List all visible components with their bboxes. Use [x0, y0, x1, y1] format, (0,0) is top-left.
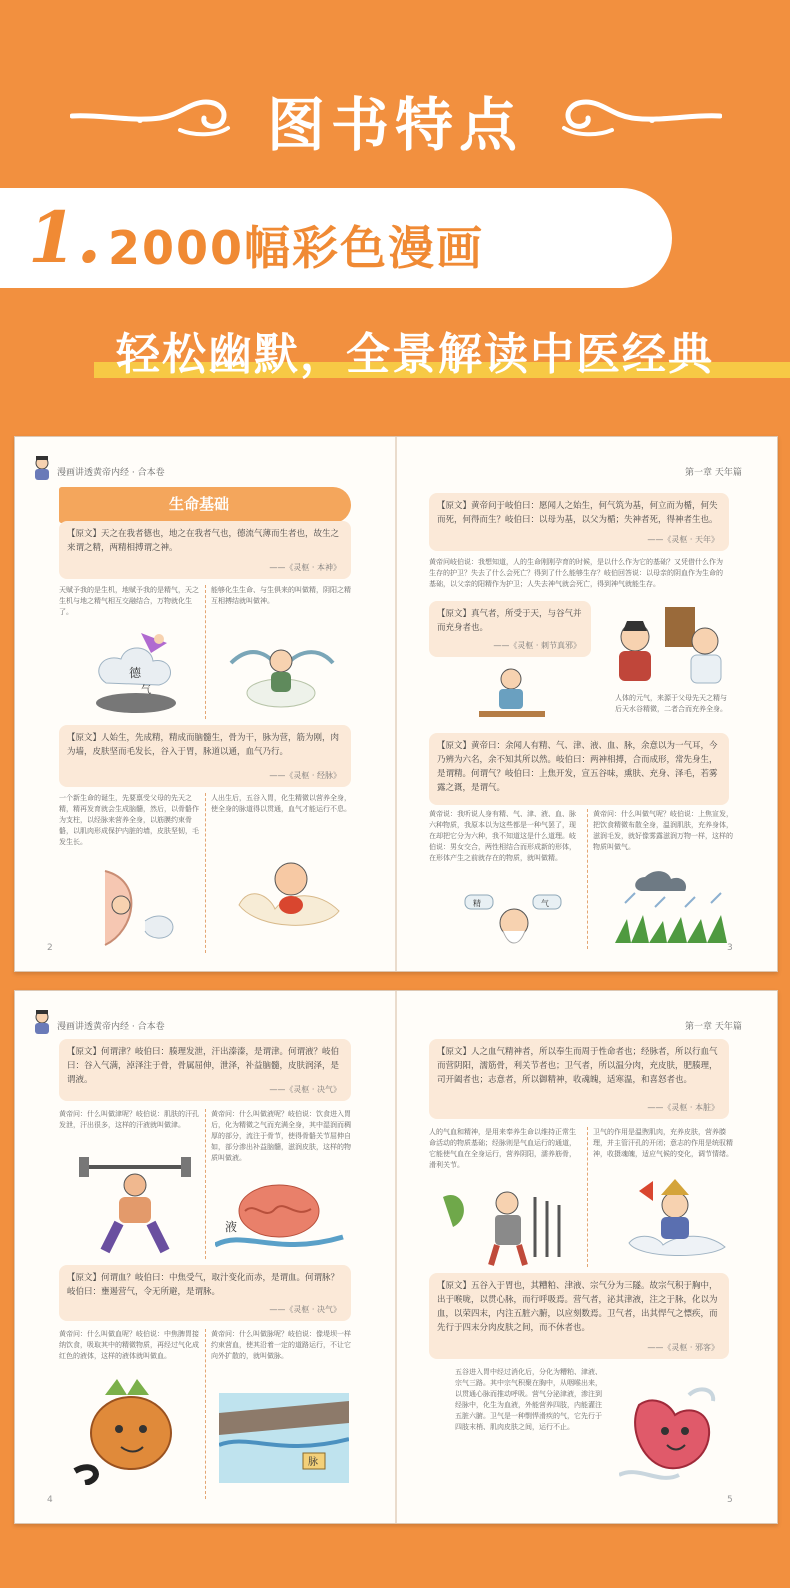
quote-box: 【原文】何谓血？岐伯曰：中焦受气，取汁变化而赤，是谓血。何谓脉？岐伯曰：壅遏营气，令无所避，是谓脉。 ——《灵枢 · 决气》 — [59, 1265, 351, 1321]
label-qi: 气 — [541, 899, 549, 908]
label-jing: 精 — [473, 899, 481, 908]
cartoon-brain-illustration — [215, 1175, 345, 1259]
page-number: 3 — [727, 943, 733, 953]
running-head-left: 漫画讲透黄帝内经 · 合本卷 — [57, 468, 165, 478]
label-qi: 气 — [141, 685, 151, 696]
explanation-text: 人出生后，五谷入胃，化生精微以营养全身，使全身的脉道得以贯通，血气才能运行不息。 — [211, 794, 351, 813]
section-title: 生命基础 — [169, 495, 230, 513]
section-banner — [59, 487, 351, 523]
label-ye: 液 — [225, 1220, 238, 1234]
explanation-text: 黄帝说：我听说人身有精、气、津、液、血、脉六种物质，我原本以为这些都是一种气罢了，现在却把它分为六种，我不知道这是什么道理。岐伯说：男女交合，两性相结合而形成新的形体，在形体产生之前就存在的物质，就叫做精。 — [429, 810, 576, 862]
running-head-right: 第一章 天年篇 — [685, 1022, 742, 1032]
quote-box: 【原文】人之血气精神者，所以奉生而周于性命者也；经脉者，所以行血气而营阴阳，濡筋骨，利关节者也；卫气者，所以温分肉，充皮肤，肥腠理，司开阖者也；志意者，所以御精神，收魂魄，适寒温，和喜怒者也。 ——《灵枢 · 本脏》 — [429, 1039, 729, 1119]
cloud-ornament-right-icon — [552, 92, 722, 138]
explanation-text: 能够化生生命、与生俱来的叫做精，阴阳之精互相搏结就叫做神。 — [211, 586, 351, 605]
label-mai: 脉 — [308, 1457, 318, 1468]
column-divider — [205, 1109, 206, 1259]
feature-title: 2000幅彩色漫画 — [108, 221, 485, 275]
explanation-text: 一个新生命的诞生，先要禀受父母的先天之精，精再发育就会生成脑髓，然后，以骨骼作为支柱，以经脉来营养全身，以筋膜约束骨骼，以肌肉形成保护内脏的墙，皮肤坚韧，毛发生长。 — [59, 794, 199, 846]
quote-source: ——《灵枢 · 经脉》 — [269, 771, 341, 780]
quote-box: 【原文】黄帝问于岐伯曰：愿闻人之始生，何气筑为基，何立而为楯，何失而死，何得而生？岐伯曰：以母为基，以父为楯；失神者死，得神者生也。 ——《灵枢 · 天年》 — [429, 493, 729, 551]
feature-tagline: 轻松幽默，全景解读中医经典 — [116, 329, 714, 380]
doctor-mascot-icon — [31, 1009, 53, 1035]
feature-number: 1. — [28, 196, 102, 279]
cartoon-embryo-illustration — [75, 861, 185, 953]
quote-source: ——《灵枢 · 决气》 — [269, 1085, 341, 1094]
explanation-text: 黄帝问：什么叫做津呢？岐伯说：肌肤的汗孔发泄，汗出很多，这样的汗液就叫做津。 — [59, 1110, 199, 1129]
quote-box: 【原文】真气者，所受于天，与谷气并而充身者也。 ——《灵枢 · 刺节真邪》 — [429, 601, 591, 657]
cloud-ornament-left-icon — [70, 92, 240, 138]
page-number: 4 — [47, 1495, 53, 1505]
quote-box: 【原文】五谷入于胃也，其糟粕、津液、宗气分为三隧。故宗气积于胸中，出于喉咙，以贯心脉，而行呼吸焉。营气者，泌其津液，注之于脉，化以为血，以荣四末，内注五脏六腑，以应刻数焉。卫气者，出其悍气之慓疾，而先行于四末分肉皮肤之间，而不休者也。 ——《灵枢 · 邪客》 — [429, 1273, 729, 1359]
quote-source: ——《灵枢 · 邪客》 — [647, 1343, 719, 1352]
cartoon-boy-meditating-illustration — [459, 659, 569, 729]
explanation-text: 黄帝问：什么叫做液呢？岐伯说：饮食进入胃后，化为精微之气而充满全身，其中湿润而稠厚的部分，流注于骨节，使得骨骼关节屈伸自如，部分渗出补益脑髓，滋润皮肤，这样的物质叫做液。 — [211, 1110, 351, 1162]
cartoon-baby-illustration — [229, 835, 349, 945]
page-number: 5 — [727, 1495, 733, 1505]
quote-box: 【原文】黄帝曰：余闻人有精、气、津、液、血、脉，余意以为一气耳，今乃辨为六名，余不知其所以然。岐伯曰：两神相搏，合而成形，常先身生，是谓精。何谓气？岐伯曰：上焦开发，宣五谷味，熏肤、充身、泽毛，若雾露之溉，是谓气。 — [429, 733, 729, 805]
quote-source: ——《灵枢 · 本神》 — [269, 563, 341, 572]
explanation-text: 黄帝问：什么叫做血呢？岐伯说：中焦脾胃接纳饮食，吸取其中的精微物质，再经过气化成红色的液体，这样的液体就叫做血。 — [59, 1330, 199, 1360]
cartoon-stomach-character-illustration — [619, 1375, 731, 1487]
book-spread-1 — [14, 436, 778, 972]
quote-box: 【原文】人始生，先成精，精成而脑髓生，骨为干，脉为营，筋为刚，肉为墙，皮肤坚而毛发长，谷入于胃，脉道以通，血气乃行。 ——《灵枢 · 经脉》 — [59, 725, 351, 787]
cartoon-stomach-pot-illustration — [65, 1375, 195, 1485]
quote-source: ——《灵枢 · 天年》 — [647, 535, 719, 544]
cartoon-rain-grass-illustration — [615, 863, 731, 943]
column-divider — [205, 793, 206, 953]
cartoon-soldier-illustration — [443, 1177, 573, 1267]
explanation-text: 天赋予我的是生机，地赋予我的是精气，天之生机与地之精气相互交融结合，万物就化生了。 — [59, 586, 199, 616]
cartoon-general-illustration — [619, 1171, 731, 1261]
quote-source: ——《灵枢 · 刺节真邪》 — [493, 641, 581, 650]
quote-box: 【原文】何谓津？岐伯曰：腠理发泄，汗出溱溱，是谓津。何谓液？岐伯曰：谷入气满，淖泽注于骨，骨属屈伸，泄泽，补益脑髓，皮肤润泽，是谓液。 ——《灵枢 · 决气》 — [59, 1039, 351, 1101]
cartoon-heaven-earth-illustration — [81, 623, 191, 719]
quote-box: 【原文】天之在我者德也，地之在我者气也，德流气薄而生者也，故生之来谓之精，两精相搏谓之神。 ——《灵枢 · 本神》 — [59, 521, 351, 579]
explanation-text: 人的气血和精神，是用来奉养生命以维持正常生命活动的物质基础；经脉则是气血运行的通道，它能使气血在全身运行，营养阴阳，濡养筋骨，滑利关节。 — [429, 1128, 576, 1169]
cartoon-elder-illustration — [459, 883, 569, 953]
spine-divider — [395, 991, 397, 1523]
label-de: 德 — [129, 666, 142, 680]
page-title: 图书特点 — [266, 91, 523, 159]
spine-divider — [395, 437, 397, 971]
running-head-right: 第一章 天年篇 — [685, 468, 742, 478]
explanation-text: 黄帝问：什么叫做脉呢？岐伯说：像堤坝一样约束营血，使其沿着一定的道路运行，不让它向外扩散的，就叫做脉。 — [211, 1330, 351, 1360]
quote-source: ——《灵枢 · 决气》 — [269, 1305, 341, 1314]
doctor-mascot-icon — [31, 455, 53, 481]
explanation-text: 黄帝问：什么叫做气呢？岐伯说：上焦宣发，把饮食精微布散全身，温润肌肤，充养身体，滋润毛发，就好像雾露滋润万物一样，这样的物质叫做气。 — [593, 810, 733, 851]
explanation-text: 卫气的作用是温煦肌肉，充养皮肤，营养腠理，并主管汗孔的开闭；意志的作用是统驭精神，收摄魂魄，适应气候的变化，调节情绪。 — [593, 1128, 733, 1158]
cartoon-child-illustration — [221, 623, 341, 719]
book-spread-2 — [14, 990, 778, 1524]
running-head-left: 漫画讲透黄帝内经 · 合本卷 — [57, 1022, 165, 1032]
page-number: 2 — [47, 943, 53, 953]
column-divider — [587, 1127, 588, 1267]
quote-source: ——《灵枢 · 本脏》 — [647, 1103, 719, 1112]
column-divider — [205, 585, 206, 719]
explanation-text: 黄帝问岐伯说：我想知道，人的生命刚刚孕育的时候，是以什么作为它的基础？又凭借什么作为生存的护卫？失去了什么会死亡？得到了什么能够生存？岐伯回答说：以母亲的阴血作为生命的基础，以父亲的阳精作为护卫；人失去神气就会死亡，得到神气就能生存。 — [429, 558, 723, 588]
cartoon-weightlifter-illustration — [75, 1151, 195, 1261]
column-divider — [205, 1329, 206, 1499]
explanation-text: 人体的元气，来源于父母先天之精与后天水谷精微，二者合而充养全身。 — [615, 694, 727, 713]
column-divider — [587, 809, 588, 949]
cartoon-emperor-and-qibo-illustration — [605, 597, 735, 687]
explanation-text: 五谷进入胃中经过消化后，分化为糟粕、津液、宗气三路。其中宗气积聚在胸中，从咽喉出来，以贯通心脉而推动呼吸。营气分泌津液，渗注到经脉中，化生为血液，外能营养四肢，内能灌注五脏六腑。卫气是一种剽悍滑疾的气，它先行于四肢末梢、肌肉皮肤之间，运行不止。 — [455, 1368, 602, 1431]
cartoon-dam-channel-illustration — [219, 1383, 349, 1483]
